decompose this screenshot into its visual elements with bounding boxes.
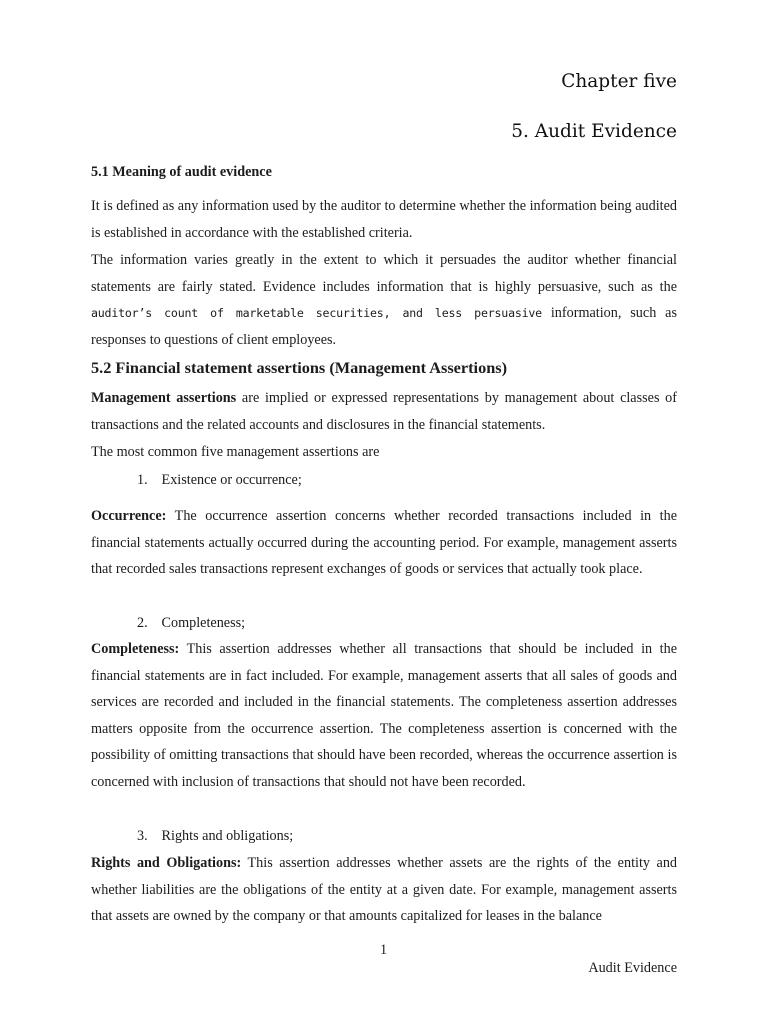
list-item: [137, 467, 302, 494]
list-intro: The most common five management assertions are: [91, 444, 380, 460]
paragraph-occurrence: [91, 503, 677, 583]
paragraph-persuasiveness: [91, 247, 677, 353]
list-item: [137, 823, 293, 850]
list-label: Rights and obligations;: [161, 828, 294, 844]
paragraph-mono-text: auditor’s count of marketable securities, and less persuasive: [91, 306, 542, 321]
page-title: 5. Audit Evidence: [511, 121, 677, 142]
footer-label: Audit Evidence: [588, 960, 677, 976]
paragraph-text: The occurrence assertion concerns whether recorded transactions included in the financial statements actually occurred during the accounting period. For example, management asserts that recorded sales transactions represent exchanges of goods or services that actually took place.: [91, 508, 677, 578]
paragraph-text: This assertion addresses whether assets are the rights of the entity and whether liabilities are the obligations of the entity at a given date. For example, management asserts that assets are owned by the company or that amounts capitalized for leases in the balance: [91, 855, 678, 925]
section-heading-5-1: [91, 159, 677, 186]
paragraph-definition: It is defined as any information used by the auditor to determine whether the information being audited is established in accordance with the established criteria.: [91, 198, 677, 241]
term-bold: Occurrence:: [91, 508, 167, 524]
section-heading-text: 5.1 Meaning of audit evidence: [91, 164, 272, 180]
paragraph-text: This assertion addresses whether all transactions that should be included in the financial statements are in fact included. For example, management asserts that all sales of goods and services are recorded and included in the financial statements. The completeness assertion addresses matters opposite from the occurrence assertion. The completeness assertion is concerned with the possibility of omitting transactions that should have been recorded, whereas the occurrence assertion is concerned with inclusion of transactions that should not have been recorded.: [91, 641, 677, 790]
term-bold: Management assertions: [91, 390, 237, 406]
chapter-title: Chapter five: [561, 71, 677, 92]
paragraph-management-assertions: [91, 385, 677, 438]
term-bold: Completeness:: [91, 641, 180, 657]
paragraph-completeness: [91, 636, 677, 796]
list-number: 3.: [137, 828, 148, 844]
paragraph-rights-obligations: [91, 850, 677, 930]
list-label: Completeness;: [161, 615, 246, 631]
paragraph-text: are implied or expressed representations by management about classes of transactions and the related accounts and disclosures in the financial statements.: [91, 390, 677, 433]
paragraph-text: information, such as responses to questions of client employees.: [91, 305, 677, 348]
list-number: 2.: [137, 615, 148, 631]
term-bold: Rights and Obligations:: [91, 855, 242, 871]
list-label: Existence or occurrence;: [161, 472, 302, 488]
section-heading-text: 5.2 Financial statement assertions (Management Assertions): [91, 358, 508, 377]
list-item: [137, 610, 245, 637]
list-number: 1.: [137, 472, 148, 488]
page-number: 1: [380, 942, 388, 958]
paragraph-text: The information varies greatly in the extent to which it persuades the auditor whether financial statements are fairly stated. Evidence includes information that is highly persuasive, such as the: [91, 252, 677, 295]
section-heading-5-2: [91, 355, 677, 383]
